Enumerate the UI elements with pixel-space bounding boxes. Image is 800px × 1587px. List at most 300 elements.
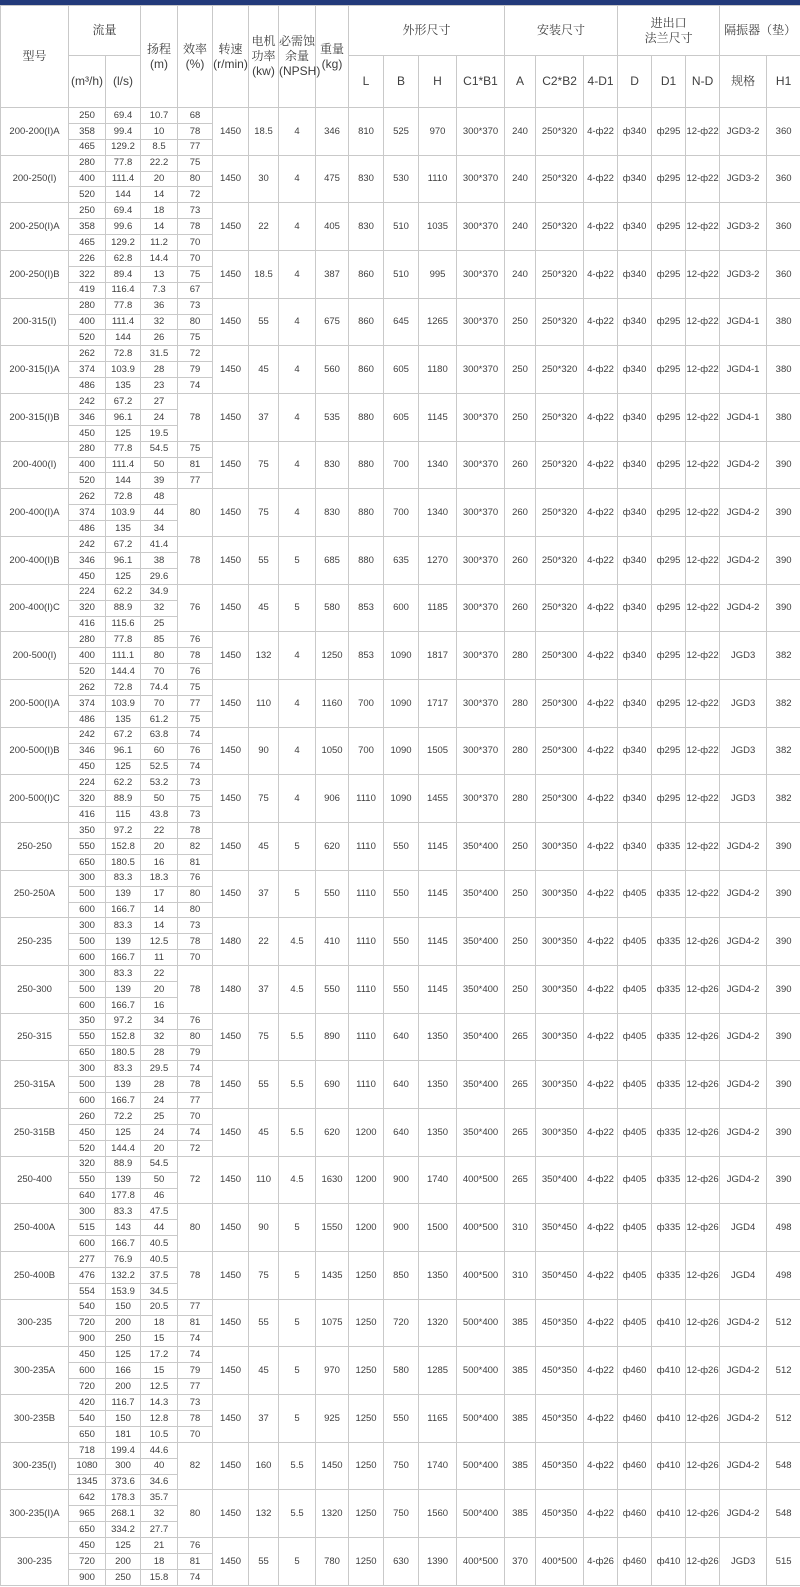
install-c2b2-cell: 250*300 — [536, 727, 584, 775]
flow-ls-cell: 144.4 — [106, 664, 141, 680]
efficiency-cell: 76 — [178, 743, 213, 759]
flow-m3h-cell: 465 — [69, 139, 106, 155]
flow-ls-cell: 135 — [106, 711, 141, 727]
flow-ls-cell: 103.9 — [106, 362, 141, 378]
flange-d-cell: ф405 — [618, 1252, 652, 1300]
head-cell: 20 — [141, 171, 178, 187]
dim-c1b1-cell: 400*500 — [457, 1156, 505, 1204]
isolator-spec-cell: JGD4-2 — [720, 1395, 767, 1443]
col-header-install-dims: 安装尺寸 — [505, 6, 618, 56]
efficiency-cell: 78 — [178, 219, 213, 235]
flow-m3h-cell: 550 — [69, 1029, 106, 1045]
flange-d-cell: ф405 — [618, 966, 652, 1014]
flow-m3h-cell: 600 — [69, 997, 106, 1013]
header-row-2 — [1, 56, 800, 108]
install-c2b2-cell: 350*450 — [536, 1204, 584, 1252]
head-cell: 7.3 — [141, 282, 178, 298]
model-cell: 200-250(I)A — [1, 203, 69, 251]
isolator-h1-cell: 360 — [767, 155, 800, 203]
flow-ls-cell: 76.9 — [106, 1252, 141, 1268]
install-4d1-cell: 4-ф22 — [584, 584, 618, 632]
speed-cell: 1450 — [213, 1156, 249, 1204]
dim-h-cell: 1145 — [419, 918, 457, 966]
flow-m3h-cell: 224 — [69, 775, 106, 791]
dim-b-cell: 510 — [384, 251, 419, 299]
efficiency-cell: 77 — [178, 695, 213, 711]
install-a-cell: 260 — [505, 537, 536, 585]
npsh-cell: 4.5 — [279, 966, 316, 1014]
dim-l-cell: 1250 — [349, 1252, 384, 1300]
dim-b-cell: 580 — [384, 1347, 419, 1395]
dim-c1b1-cell: 300*370 — [457, 108, 505, 156]
flow-m3h-cell: 500 — [69, 934, 106, 950]
flow-m3h-cell: 465 — [69, 235, 106, 251]
npsh-cell: 4 — [279, 346, 316, 394]
dim-b-cell: 640 — [384, 1109, 419, 1157]
power-cell: 55 — [249, 537, 279, 585]
flow-m3h-cell: 476 — [69, 1268, 106, 1284]
model-cell: 200-250(I)B — [1, 251, 69, 299]
col-header-flange-dims — [618, 6, 720, 56]
flange-d-cell: ф340 — [618, 298, 652, 346]
speed-cell: 1450 — [213, 680, 249, 728]
install-c2b2-cell: 300*350 — [536, 870, 584, 918]
flow-m3h-cell: 500 — [69, 1077, 106, 1093]
flow-ls-cell: 150 — [106, 1411, 141, 1427]
flow-m3h-cell: 600 — [69, 950, 106, 966]
head-cell: 50 — [141, 457, 178, 473]
dim-l-cell: 880 — [349, 441, 384, 489]
flow-ls-cell: 334.2 — [106, 1522, 141, 1538]
flow-m3h-cell: 322 — [69, 266, 106, 282]
flange-nd-cell: 12-ф22 — [686, 775, 720, 823]
flow-m3h-cell: 540 — [69, 1411, 106, 1427]
dim-b-cell: 525 — [384, 108, 419, 156]
col-header-B: B — [384, 56, 419, 108]
flow-m3h-cell: 374 — [69, 695, 106, 711]
flow-m3h-cell: 224 — [69, 584, 106, 600]
head-cell: 18 — [141, 203, 178, 219]
isolator-spec-cell: JGD4-2 — [720, 1442, 767, 1490]
flange-nd-cell: 12-ф26 — [686, 1252, 720, 1300]
install-c2b2-cell: 250*320 — [536, 537, 584, 585]
speed-cell: 1450 — [213, 155, 249, 203]
speed-cell: 1450 — [213, 1252, 249, 1300]
dim-b-cell: 550 — [384, 823, 419, 871]
speed-cell: 1480 — [213, 966, 249, 1014]
spec-row — [1, 1538, 800, 1554]
flange-d1-cell: ф295 — [652, 346, 686, 394]
dim-h-cell: 1340 — [419, 489, 457, 537]
efficiency-cell: 73 — [178, 1395, 213, 1411]
weight-cell: 475 — [316, 155, 349, 203]
head-cell: 23 — [141, 378, 178, 394]
flow-m3h-cell: 965 — [69, 1506, 106, 1522]
install-a-cell: 260 — [505, 584, 536, 632]
flow-ls-cell: 166.7 — [106, 950, 141, 966]
head-cell: 40 — [141, 1458, 178, 1474]
flange-d1-cell: ф335 — [652, 870, 686, 918]
install-4d1-cell: 4-ф22 — [584, 1395, 618, 1443]
flow-m3h-cell: 300 — [69, 918, 106, 934]
flow-ls-cell: 99.4 — [106, 123, 141, 139]
dim-l-cell: 700 — [349, 680, 384, 728]
npsh-cell: 5 — [279, 1299, 316, 1347]
flow-m3h-cell: 262 — [69, 489, 106, 505]
dim-h-cell: 1035 — [419, 203, 457, 251]
isolator-h1-cell: 360 — [767, 203, 800, 251]
weight-cell: 1160 — [316, 680, 349, 728]
install-c2b2-cell: 250*320 — [536, 298, 584, 346]
install-c2b2-cell: 250*320 — [536, 441, 584, 489]
head-cell: 34.6 — [141, 1474, 178, 1490]
head-cell: 10.7 — [141, 108, 178, 124]
pump-spec-table — [0, 5, 800, 1586]
flange-nd-cell: 12-ф26 — [686, 1156, 720, 1204]
efficiency-cell: 76 — [178, 870, 213, 886]
flange-d1-cell: ф295 — [652, 251, 686, 299]
power-cell: 75 — [249, 489, 279, 537]
head-cell: 12.5 — [141, 934, 178, 950]
install-4d1-cell: 4-ф22 — [584, 155, 618, 203]
isolator-spec-cell: JGD4-1 — [720, 346, 767, 394]
model-cell: 300-235(I) — [1, 1442, 69, 1490]
efficiency-cell: 74 — [178, 378, 213, 394]
flow-ls-cell: 125 — [106, 1347, 141, 1363]
efficiency-cell: 72 — [178, 346, 213, 362]
dim-h-cell: 1320 — [419, 1299, 457, 1347]
flow-ls-cell: 144 — [106, 473, 141, 489]
isolator-spec-cell: JGD3 — [720, 775, 767, 823]
head-cell: 25 — [141, 1109, 178, 1125]
head-cell: 20 — [141, 981, 178, 997]
head-cell: 14.3 — [141, 1395, 178, 1411]
head-cell: 34.5 — [141, 1283, 178, 1299]
col-header-power: 电机功率(kw) — [249, 6, 279, 108]
install-c2b2-cell: 250*300 — [536, 775, 584, 823]
install-a-cell: 265 — [505, 1013, 536, 1061]
dim-l-cell: 860 — [349, 298, 384, 346]
efficiency-cell: 76 — [178, 584, 213, 632]
install-a-cell: 310 — [505, 1204, 536, 1252]
head-cell: 80 — [141, 648, 178, 664]
head-cell: 27 — [141, 394, 178, 410]
flow-ls-cell: 139 — [106, 981, 141, 997]
flange-nd-cell: 12-ф22 — [686, 441, 720, 489]
model-cell: 200-400(I)B — [1, 537, 69, 585]
spec-row — [1, 632, 800, 648]
dim-c1b1-cell: 300*370 — [457, 251, 505, 299]
flange-nd-cell: 12-ф22 — [686, 823, 720, 871]
install-c2b2-cell: 350*450 — [536, 1252, 584, 1300]
install-a-cell: 250 — [505, 918, 536, 966]
speed-cell: 1450 — [213, 1109, 249, 1157]
spec-row — [1, 203, 800, 219]
power-cell: 45 — [249, 584, 279, 632]
flow-ls-cell: 166.7 — [106, 997, 141, 1013]
flange-d-cell: ф340 — [618, 632, 652, 680]
dim-b-cell: 605 — [384, 394, 419, 442]
npsh-cell: 4 — [279, 727, 316, 775]
power-cell: 160 — [249, 1442, 279, 1490]
dim-c1b1-cell: 300*370 — [457, 632, 505, 680]
install-4d1-cell: 4-ф22 — [584, 108, 618, 156]
efficiency-cell: 74 — [178, 1125, 213, 1141]
col-header-A: A — [505, 56, 536, 108]
dim-c1b1-cell: 350*400 — [457, 966, 505, 1014]
col-header-L: L — [349, 56, 384, 108]
spec-row — [1, 1109, 800, 1125]
flow-ls-cell: 250 — [106, 1331, 141, 1347]
efficiency-cell: 73 — [178, 298, 213, 314]
head-cell: 70 — [141, 664, 178, 680]
install-a-cell: 280 — [505, 680, 536, 728]
flange-nd-cell: 12-ф26 — [686, 1013, 720, 1061]
install-c2b2-cell: 450*350 — [536, 1395, 584, 1443]
flange-d1-cell: ф295 — [652, 155, 686, 203]
head-cell: 16 — [141, 854, 178, 870]
isolator-spec-cell: JGD4-1 — [720, 298, 767, 346]
dim-l-cell: 1110 — [349, 966, 384, 1014]
flow-ls-cell: 129.2 — [106, 235, 141, 251]
dim-c1b1-cell: 400*500 — [457, 1252, 505, 1300]
dim-h-cell: 1165 — [419, 1395, 457, 1443]
speed-cell: 1450 — [213, 1442, 249, 1490]
install-4d1-cell: 4-ф22 — [584, 251, 618, 299]
head-cell: 25 — [141, 616, 178, 632]
model-cell: 250-250 — [1, 823, 69, 871]
head-cell: 15.8 — [141, 1569, 178, 1585]
flow-ls-cell: 180.5 — [106, 854, 141, 870]
flange-nd-cell: 12-ф26 — [686, 1442, 720, 1490]
flange-d1-cell: ф295 — [652, 680, 686, 728]
flange-d-cell: ф340 — [618, 680, 652, 728]
flow-ls-cell: 96.1 — [106, 552, 141, 568]
flange-nd-cell: 12-ф26 — [686, 1109, 720, 1157]
install-4d1-cell: 4-ф22 — [584, 441, 618, 489]
npsh-cell: 4.5 — [279, 918, 316, 966]
dim-l-cell: 880 — [349, 537, 384, 585]
install-4d1-cell: 4-ф22 — [584, 918, 618, 966]
dim-b-cell: 550 — [384, 870, 419, 918]
flow-m3h-cell: 550 — [69, 838, 106, 854]
isolator-h1-cell: 498 — [767, 1252, 800, 1300]
head-cell: 28 — [141, 1045, 178, 1061]
head-cell: 14 — [141, 902, 178, 918]
isolator-h1-cell: 498 — [767, 1204, 800, 1252]
efficiency-cell: 74 — [178, 1331, 213, 1347]
npsh-cell: 5.5 — [279, 1109, 316, 1157]
install-4d1-cell: 4-ф22 — [584, 1252, 618, 1300]
dim-c1b1-cell: 500*400 — [457, 1442, 505, 1490]
dim-h-cell: 1340 — [419, 441, 457, 489]
install-c2b2-cell: 300*350 — [536, 1061, 584, 1109]
dim-h-cell: 1505 — [419, 727, 457, 775]
head-cell: 29.5 — [141, 1061, 178, 1077]
flow-ls-cell: 177.8 — [106, 1188, 141, 1204]
dim-c1b1-cell: 300*370 — [457, 489, 505, 537]
efficiency-cell: 75 — [178, 155, 213, 171]
head-cell: 24 — [141, 409, 178, 425]
efficiency-cell: 74 — [178, 1061, 213, 1077]
speed-cell: 1450 — [213, 870, 249, 918]
efficiency-cell: 75 — [178, 330, 213, 346]
col-header-flow-ls: (l/s) — [106, 56, 141, 108]
flow-ls-cell: 67.2 — [106, 727, 141, 743]
isolator-h1-cell: 390 — [767, 918, 800, 966]
flow-m3h-cell: 520 — [69, 1140, 106, 1156]
spec-row — [1, 727, 800, 743]
install-4d1-cell: 4-ф22 — [584, 727, 618, 775]
power-cell: 18.5 — [249, 251, 279, 299]
flow-ls-cell: 125 — [106, 759, 141, 775]
flange-d-cell: ф340 — [618, 489, 652, 537]
dim-b-cell: 700 — [384, 441, 419, 489]
npsh-cell: 4 — [279, 632, 316, 680]
dim-h-cell: 1350 — [419, 1252, 457, 1300]
efficiency-cell: 78 — [178, 537, 213, 585]
model-cell: 250-315A — [1, 1061, 69, 1109]
spec-row — [1, 1252, 800, 1268]
isolator-h1-cell: 390 — [767, 966, 800, 1014]
weight-cell: 1450 — [316, 1442, 349, 1490]
flow-m3h-cell: 320 — [69, 600, 106, 616]
model-cell: 200-250(I) — [1, 155, 69, 203]
head-cell: 14 — [141, 219, 178, 235]
flange-d-cell: ф460 — [618, 1538, 652, 1586]
flow-m3h-cell: 450 — [69, 568, 106, 584]
isolator-spec-cell: JGD3-2 — [720, 203, 767, 251]
power-cell: 55 — [249, 1299, 279, 1347]
flow-ls-cell: 300 — [106, 1458, 141, 1474]
flow-m3h-cell: 419 — [69, 282, 106, 298]
header-row-1 — [1, 6, 800, 56]
isolator-spec-cell: JGD4-2 — [720, 1490, 767, 1538]
flow-m3h-cell: 346 — [69, 552, 106, 568]
flow-ls-cell: 103.9 — [106, 505, 141, 521]
install-a-cell: 370 — [505, 1538, 536, 1586]
dim-c1b1-cell: 400*500 — [457, 1538, 505, 1586]
head-cell: 61.2 — [141, 711, 178, 727]
npsh-cell: 5 — [279, 1395, 316, 1443]
dim-l-cell: 1250 — [349, 1299, 384, 1347]
dim-c1b1-cell: 300*370 — [457, 727, 505, 775]
weight-cell: 690 — [316, 1061, 349, 1109]
head-cell: 11 — [141, 950, 178, 966]
dim-l-cell: 810 — [349, 108, 384, 156]
flange-d1-cell: ф335 — [652, 1013, 686, 1061]
dim-c1b1-cell: 300*370 — [457, 394, 505, 442]
weight-cell: 410 — [316, 918, 349, 966]
spec-row — [1, 1156, 800, 1172]
dim-l-cell: 1250 — [349, 1538, 384, 1586]
flange-nd-cell: 12-ф22 — [686, 489, 720, 537]
flange-d1-cell: ф295 — [652, 394, 686, 442]
dim-c1b1-cell: 300*370 — [457, 203, 505, 251]
dim-c1b1-cell: 300*370 — [457, 346, 505, 394]
model-cell: 300-235A — [1, 1347, 69, 1395]
efficiency-cell: 75 — [178, 791, 213, 807]
model-cell: 250-315B — [1, 1109, 69, 1157]
flow-m3h-cell: 358 — [69, 123, 106, 139]
head-cell: 32 — [141, 600, 178, 616]
flow-m3h-cell: 450 — [69, 759, 106, 775]
dim-h-cell: 1740 — [419, 1442, 457, 1490]
flow-m3h-cell: 260 — [69, 1109, 106, 1125]
isolator-h1-cell: 390 — [767, 537, 800, 585]
flow-m3h-cell: 320 — [69, 1156, 106, 1172]
flow-m3h-cell: 900 — [69, 1569, 106, 1585]
npsh-cell: 4 — [279, 108, 316, 156]
table-body — [1, 108, 800, 1586]
efficiency-cell: 78 — [178, 1077, 213, 1093]
flow-m3h-cell: 540 — [69, 1299, 106, 1315]
dim-b-cell: 600 — [384, 584, 419, 632]
npsh-cell: 5 — [279, 870, 316, 918]
head-cell: 15 — [141, 1363, 178, 1379]
install-4d1-cell: 4-ф22 — [584, 489, 618, 537]
flow-ls-cell: 139 — [106, 886, 141, 902]
head-cell: 34 — [141, 1013, 178, 1029]
flange-header-line2: 法兰尺寸 — [644, 30, 693, 45]
head-cell: 85 — [141, 632, 178, 648]
flow-ls-cell: 135 — [106, 378, 141, 394]
weight-cell: 830 — [316, 441, 349, 489]
dim-h-cell: 1740 — [419, 1156, 457, 1204]
spec-row — [1, 1490, 800, 1506]
install-4d1-cell: 4-ф22 — [584, 775, 618, 823]
isolator-spec-cell: JGD4-2 — [720, 918, 767, 966]
dim-l-cell: 880 — [349, 489, 384, 537]
speed-cell: 1450 — [213, 1490, 249, 1538]
flange-nd-cell: 12-ф26 — [686, 1490, 720, 1538]
head-cell: 17 — [141, 886, 178, 902]
head-cell: 22 — [141, 966, 178, 982]
npsh-cell: 4 — [279, 251, 316, 299]
flange-nd-cell: 12-ф26 — [686, 1347, 720, 1395]
power-cell: 37 — [249, 870, 279, 918]
isolator-spec-cell: JGD4-2 — [720, 1347, 767, 1395]
install-c2b2-cell: 450*350 — [536, 1490, 584, 1538]
flow-ls-cell: 144.4 — [106, 1140, 141, 1156]
dim-b-cell: 645 — [384, 298, 419, 346]
head-cell: 34.9 — [141, 584, 178, 600]
flow-m3h-cell: 515 — [69, 1220, 106, 1236]
efficiency-cell: 77 — [178, 1093, 213, 1109]
efficiency-cell: 75 — [178, 711, 213, 727]
npsh-cell: 5 — [279, 537, 316, 585]
dim-b-cell: 720 — [384, 1299, 419, 1347]
install-a-cell: 265 — [505, 1109, 536, 1157]
npsh-cell: 5 — [279, 823, 316, 871]
flange-d-cell: ф460 — [618, 1490, 652, 1538]
efficiency-cell: 79 — [178, 1363, 213, 1379]
flow-m3h-cell: 486 — [69, 711, 106, 727]
head-cell: 27.7 — [141, 1522, 178, 1538]
flow-m3h-cell: 642 — [69, 1490, 106, 1506]
dim-l-cell: 1110 — [349, 1013, 384, 1061]
npsh-cell: 4 — [279, 203, 316, 251]
model-cell: 200-400(I)C — [1, 584, 69, 632]
dim-l-cell: 853 — [349, 584, 384, 632]
flange-nd-cell: 12-ф22 — [686, 537, 720, 585]
dim-c1b1-cell: 500*400 — [457, 1395, 505, 1443]
dim-h-cell: 1180 — [419, 346, 457, 394]
speed-cell: 1450 — [213, 1013, 249, 1061]
power-cell: 55 — [249, 1538, 279, 1586]
model-cell: 200-500(I) — [1, 632, 69, 680]
isolator-spec-cell: JGD4-2 — [720, 1061, 767, 1109]
